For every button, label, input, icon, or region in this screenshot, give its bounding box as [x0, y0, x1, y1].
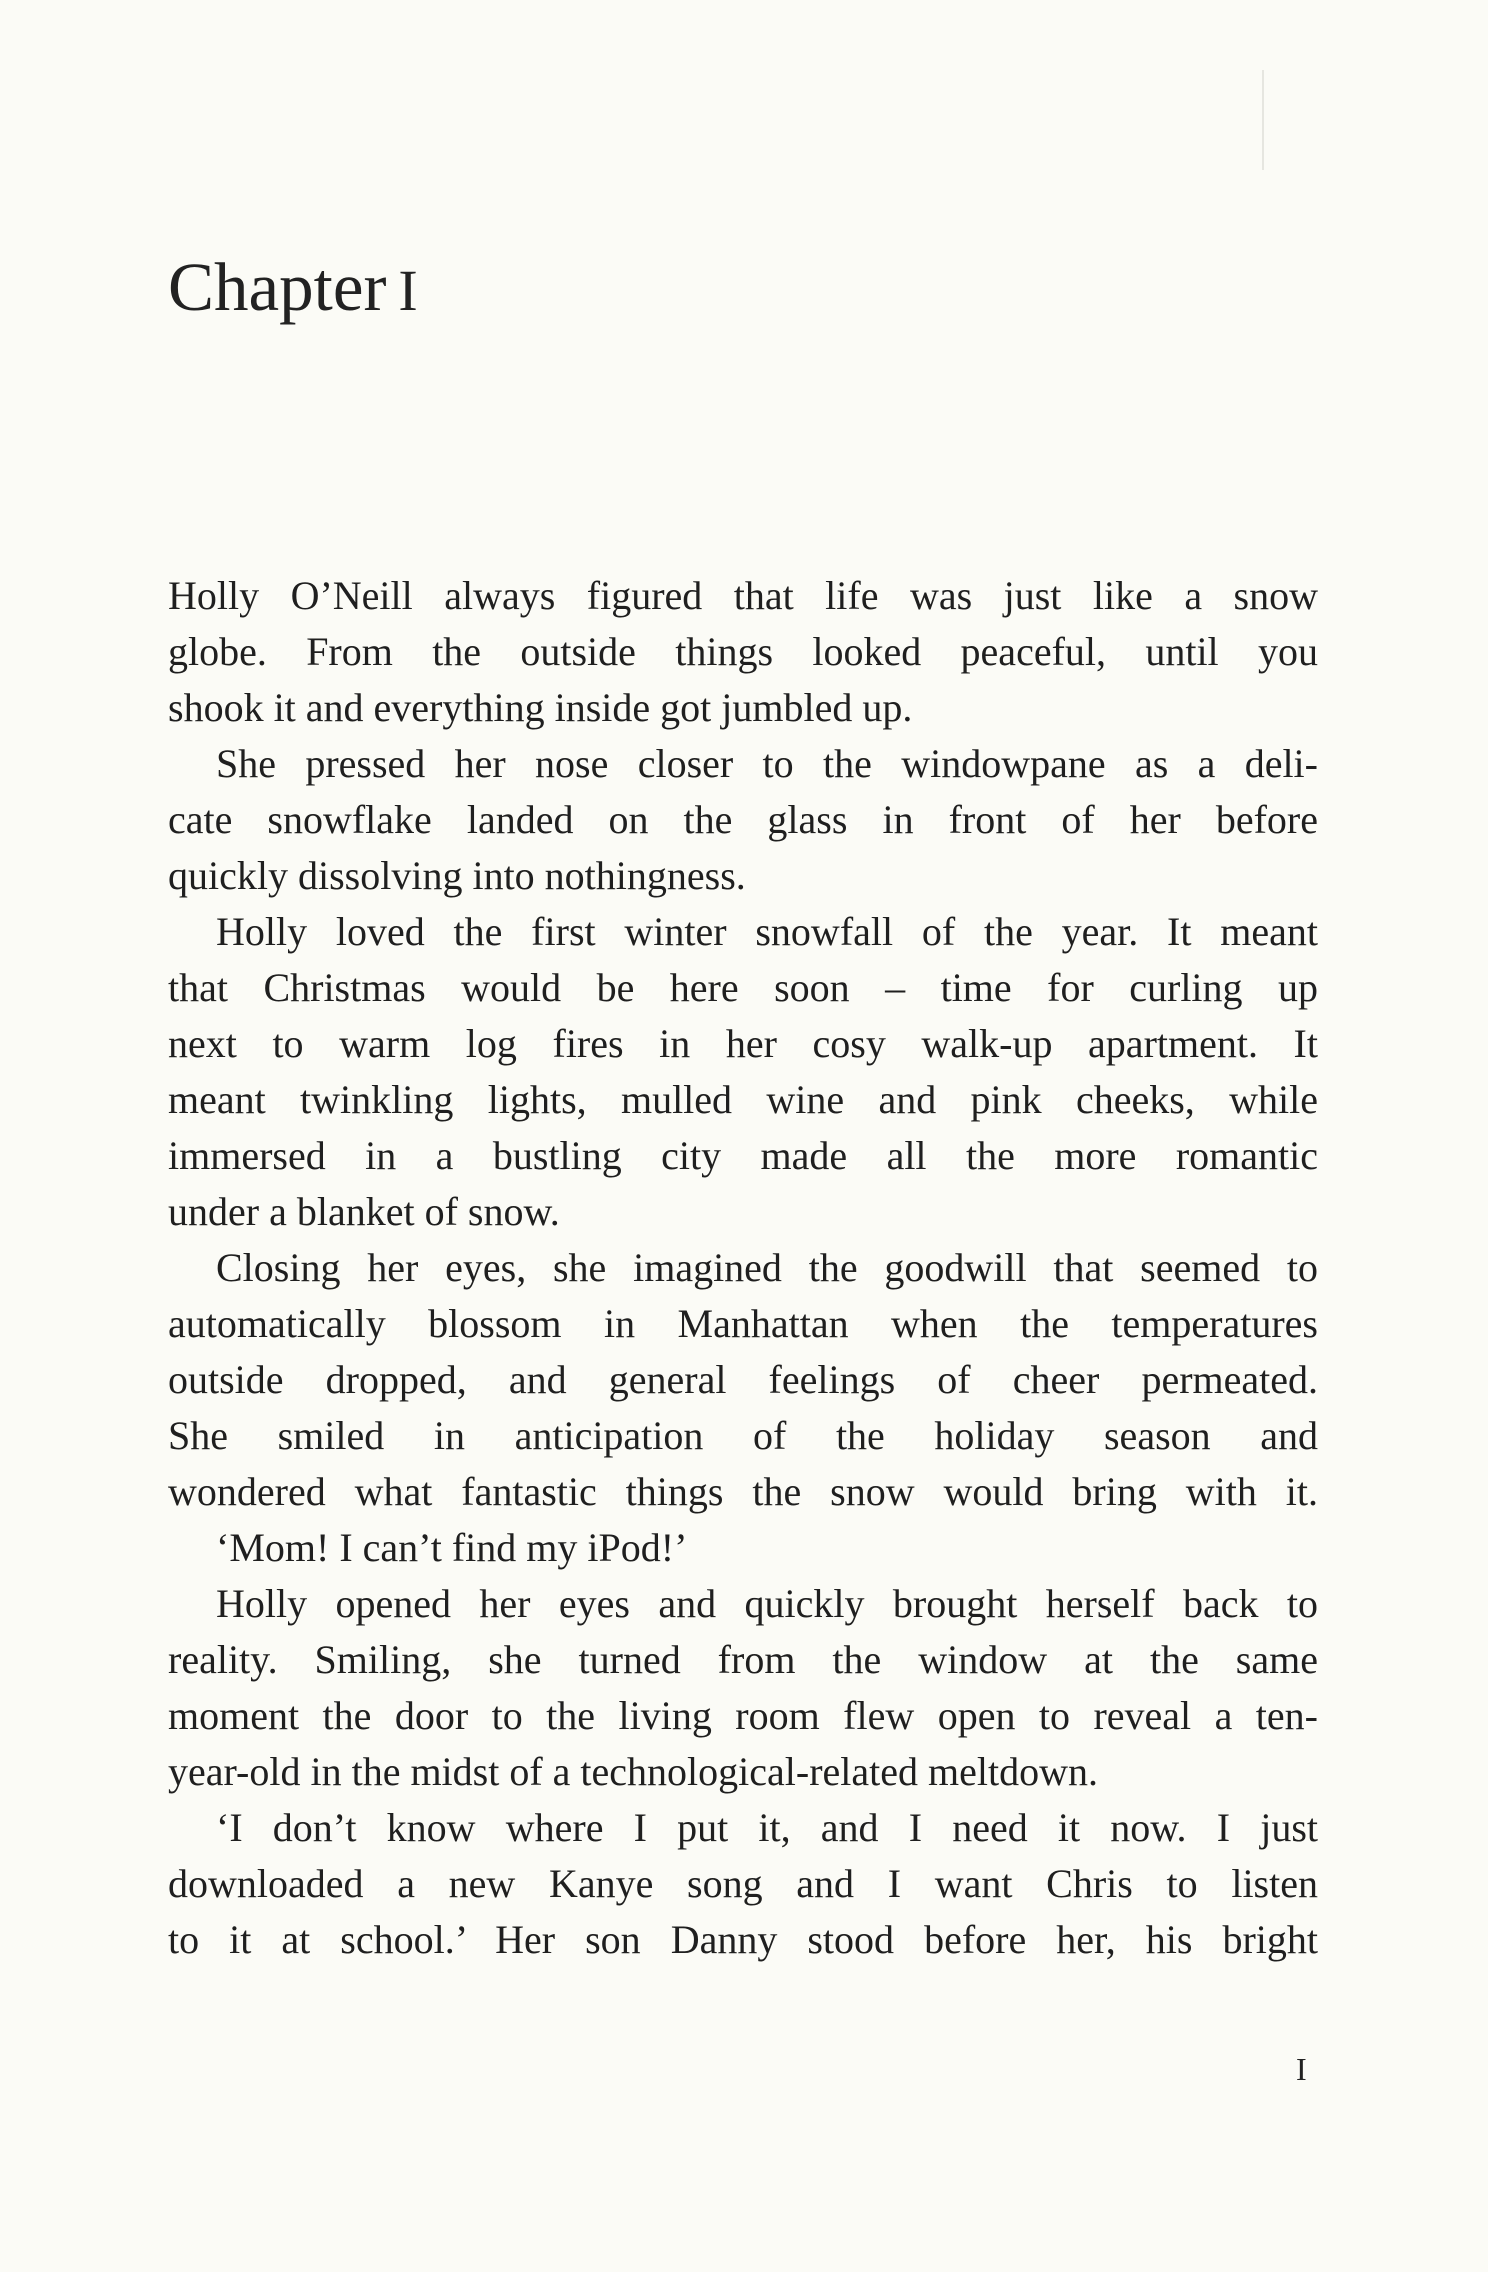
text-line: outside dropped, and general feelings of cheer permeated. — [168, 1357, 1318, 1402]
page-number: I — [1296, 2051, 1307, 2087]
text-line: Holly loved the first winter snowfall of the year. It meant — [216, 909, 1318, 954]
paragraph-3 — [168, 904, 1318, 1240]
text-line: Holly O’Neill always figured that life was just like a snow — [168, 573, 1318, 618]
paragraph-1 — [168, 568, 1318, 736]
text-line: that Christmas would be here soon – time for curling up — [168, 965, 1318, 1010]
text-line: globe. From the outside things looked peaceful, until you — [168, 629, 1318, 674]
paragraph-2 — [168, 736, 1318, 904]
text-line: She smiled in anticipation of the holiday season and — [168, 1413, 1318, 1458]
text-line: next to warm log fires in her cosy walk-up apartment. It — [168, 1021, 1318, 1066]
chapter-label: Chapter — [168, 249, 387, 325]
text-line: immersed in a bustling city made all the more romantic — [168, 1133, 1318, 1178]
chapter-heading — [168, 249, 418, 325]
text-line: quickly dissolving into nothingness. — [168, 853, 746, 898]
paragraph-4 — [168, 1240, 1318, 1520]
paragraph-5 — [168, 1520, 1318, 1576]
text-line: reality. Smiling, she turned from the window at the same — [168, 1637, 1318, 1682]
text-line: meant twinkling lights, mulled wine and pink cheeks, while — [168, 1077, 1318, 1122]
paragraph-7 — [168, 1800, 1318, 1968]
paragraph-6 — [168, 1576, 1318, 1800]
text-line: under a blanket of snow. — [168, 1189, 560, 1234]
chapter-number: I — [398, 258, 418, 323]
text-line: She pressed her nose closer to the windowpane as a deli- — [216, 741, 1318, 786]
text-line: ‘Mom! I can’t find my iPod!’ — [216, 1525, 688, 1570]
text-line: cate snowflake landed on the glass in front of her before — [168, 797, 1318, 842]
text-line: shook it and everything inside got jumbled up. — [168, 685, 913, 730]
text-line: to it at school.’ Her son Danny stood before her, his bright — [168, 1917, 1318, 1962]
text-line: wondered what fantastic things the snow would bring with it. — [168, 1469, 1318, 1514]
text-line: automatically blossom in Manhattan when the temperatures — [168, 1301, 1318, 1346]
text-line: Closing her eyes, she imagined the goodwill that seemed to — [216, 1245, 1318, 1290]
scan-artifact-line — [1262, 70, 1264, 170]
text-line: downloaded a new Kanye song and I want Chris to listen — [168, 1861, 1318, 1906]
chapter-body — [168, 568, 1318, 1968]
text-line: ‘I don’t know where I put it, and I need it now. I just — [216, 1805, 1318, 1850]
text-line: Holly opened her eyes and quickly brought herself back to — [216, 1581, 1318, 1626]
text-line: moment the door to the living room flew open to reveal a ten- — [168, 1693, 1318, 1738]
text-line: year-old in the midst of a technological-related meltdown. — [168, 1749, 1098, 1794]
